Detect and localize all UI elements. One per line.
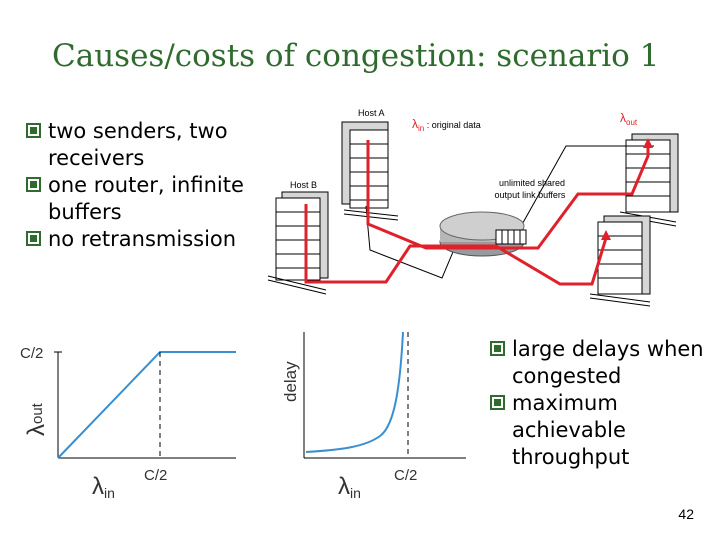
buffer-label-line1: unlimited shared xyxy=(498,178,566,188)
host-a-label: Host A xyxy=(358,108,385,118)
lambda-out-label: $\lambda_{out}$ xyxy=(620,111,638,127)
y-tick-label: C/2 xyxy=(20,345,44,362)
delay-curve xyxy=(306,332,403,452)
checkbox-bullet-icon xyxy=(26,177,41,192)
bullet-item xyxy=(26,226,266,253)
host-b-icon xyxy=(268,192,328,294)
throughput-chart xyxy=(10,330,260,510)
y-axis-label: delay xyxy=(281,361,300,402)
throughput-curve xyxy=(58,352,236,458)
host-b-label: Host B xyxy=(290,180,318,190)
buffer-label-line2: output link buffers xyxy=(494,190,566,200)
x-axis-label: λin xyxy=(92,473,115,501)
bullet-item xyxy=(26,172,266,226)
host-a-icon xyxy=(342,122,398,220)
lambda-in-label: $\lambda_{in}$ $^{: original data}$ xyxy=(412,117,481,133)
checkbox-bullet-icon xyxy=(26,231,41,246)
checkbox-bullet-icon xyxy=(490,395,505,410)
bullet-item xyxy=(490,336,705,390)
left-bullet-list xyxy=(26,118,266,253)
bullet-text: maximum achievable throughput xyxy=(512,391,630,469)
page-number: 42 xyxy=(678,506,694,522)
bullet-text: no retransmission xyxy=(48,227,237,251)
network-diagram xyxy=(260,100,700,310)
slide-title: Causes/costs of congestion: scenario 1 xyxy=(52,38,660,74)
output-buffer-icon xyxy=(496,230,526,244)
right-bullet-list xyxy=(490,336,705,471)
bullet-item xyxy=(490,390,705,471)
checkbox-bullet-icon xyxy=(490,341,505,356)
delay-chart xyxy=(270,330,480,510)
x-tick-label: C/2 xyxy=(394,467,418,484)
bullet-text: two senders, two receivers xyxy=(48,119,228,170)
bullet-text: large delays when congested xyxy=(512,337,704,388)
y-axis-label: λout xyxy=(23,403,50,436)
checkbox-bullet-icon xyxy=(26,123,41,138)
bullet-text: one router, infinite buffers xyxy=(48,173,244,224)
x-axis-label: λin xyxy=(338,473,361,501)
bullet-item xyxy=(26,118,266,172)
x-tick-label: C/2 xyxy=(144,467,168,484)
